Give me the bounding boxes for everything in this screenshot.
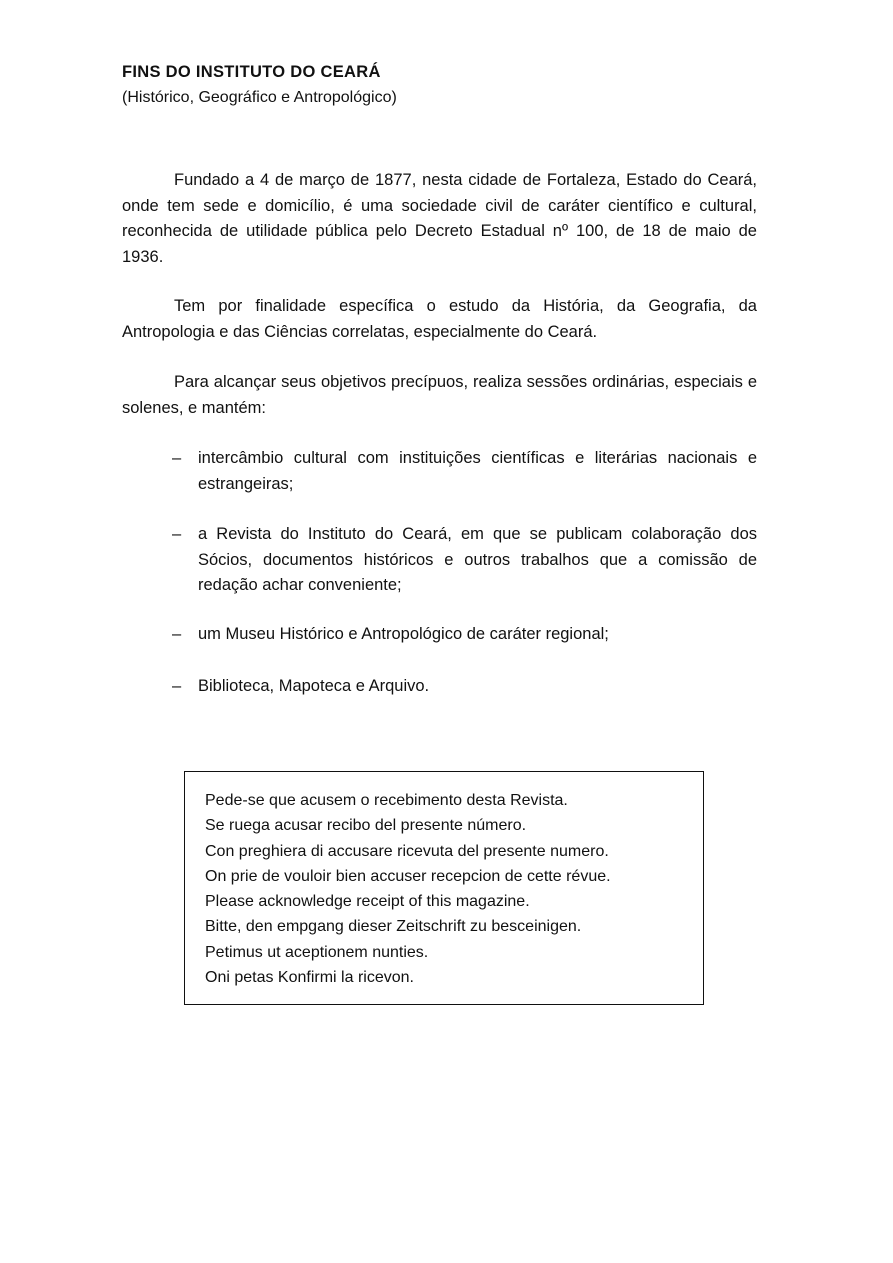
acknowledgement-lines — [205, 788, 611, 990]
list-item-text: Biblioteca, Mapoteca e Arquivo. — [198, 677, 430, 695]
acknowledgement-box — [184, 771, 704, 1005]
list-item — [172, 674, 757, 700]
list-item — [172, 522, 757, 599]
list-dash: – — [172, 449, 182, 467]
list-item — [172, 446, 757, 497]
paragraph-purpose: Tem por finalidade específica o estudo da História, da Geografia, da Antropologia e das Ciências correlatas, especialmente do Ceará. — [122, 297, 757, 341]
list-dash: – — [172, 677, 182, 695]
list-item-text: intercâmbio cultural com instituições científicas e literárias nacionais e estrangeiras; — [198, 449, 757, 493]
list-item — [172, 622, 757, 648]
page-subtitle: (Histórico, Geográfico e Antropológico) — [122, 89, 397, 106]
list-dash: – — [172, 625, 182, 643]
list-item-text: a Revista do Instituto do Ceará, em que se publicam colaboração dos Sócios, documentos históricos e outros trabalhos que a comissão de redação achar conveniente; — [198, 525, 757, 594]
acknowledgement-line-portuguese: Pede-se que acusem o recebimento desta Revista. — [205, 792, 568, 809]
paragraph-founding: Fundado a 4 de março de 1877, nesta cidade de Fortaleza, Estado do Ceará, onde tem sede e domicílio, é uma sociedade civil de caráter científico e cultural, reconhecida de utilidade pública pelo Decreto Estadual nº 100, de 18 de maio de 1936. — [122, 171, 757, 266]
list-item-text: um Museu Histórico e Antropológico de caráter regional; — [198, 625, 609, 643]
list-dash: – — [172, 525, 182, 543]
acknowledgement-line-french: On prie de vouloir bien accuser recepcion de cette révue. — [205, 867, 611, 885]
paragraph-activities: Para alcançar seus objetivos precípuos, realiza sessões ordinárias, especiais e solenes, e mantém: — [122, 373, 757, 417]
acknowledgement-line-esperanto: Oni petas Konfirmi la ricevon. — [205, 969, 414, 987]
page-title: FINS DO INSTITUTO DO CEARÁ — [122, 63, 381, 81]
acknowledgement-line-latin: Petimus ut aceptionem nunties. — [205, 943, 429, 961]
acknowledgement-line-german: Bitte, den empgang dieser Zeitschrift zu besceinigen. — [205, 918, 582, 936]
acknowledgement-line-english: Please acknowledge receipt of this magazine. — [205, 893, 530, 911]
acknowledgement-line-italian: Con preghiera di accusare ricevuta del presente numero. — [205, 842, 609, 860]
acknowledgement-line-spanish: Se ruega acusar recibo del presente número. — [205, 817, 527, 835]
